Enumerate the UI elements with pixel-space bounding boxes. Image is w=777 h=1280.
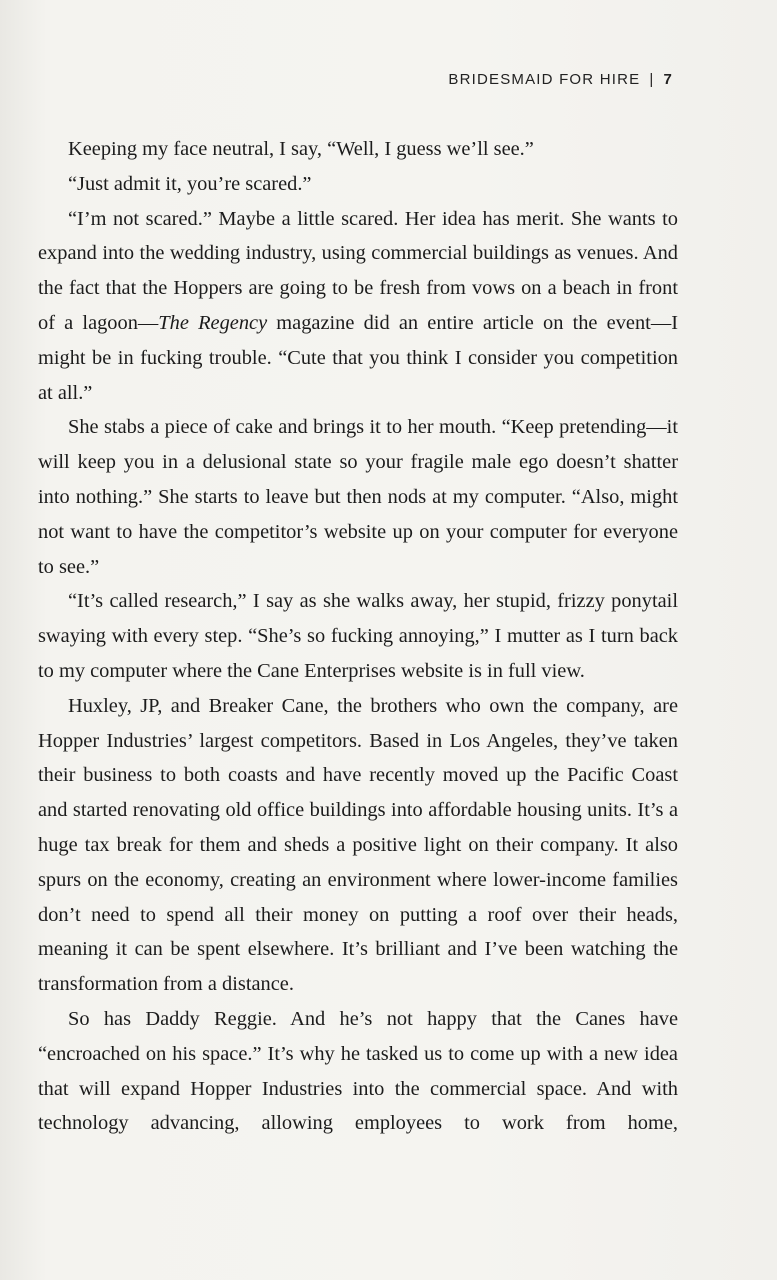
page-number: 7 xyxy=(663,71,673,88)
paragraph-5: “It’s called research,” I say as she walks away, her stupid, frizzy ponytail swaying with every step. “She’s so fucking annoying,” I mutter as I turn back to my computer where the Cane Enterprises website is in full view. xyxy=(38,590,678,682)
paragraph-6: Huxley, JP, and Breaker Cane, the brothers who own the company, are Hopper Industries’ largest competitors. Based in Los Angeles, they’ve taken their business to both coasts and have recently moved up the Pacific Coast and started renovating old office buildings into affordable housing units. It’s a huge tax break for them and sheds a positive light on their company. It also spurs on the economy, creating an environment where lower-income families don’t need to spend all their money on putting a roof over their heads, meaning it can be spent elsewhere. It’s brilliant and I’ve been watching the transformation from a distance. xyxy=(38,694,678,996)
body-text xyxy=(38,132,678,1141)
paragraph-3 xyxy=(38,202,678,411)
running-header xyxy=(448,71,673,88)
paragraph-2: “Just admit it, you’re scared.” xyxy=(68,172,312,195)
paragraph-3-part-a: “I’m not scared.” Maybe a little scared. Her idea has merit. She wants to expand into the wedding industry, using commercial buildings as venues. And the fact that the Hoppers are going to be fresh from vows on a beach in front of a lagoon— xyxy=(38,207,678,334)
header-separator: | xyxy=(649,71,655,88)
paragraph-3-part-b: magazine did an entire article on the event—I might be in fucking trouble. “Cute that you think I consider you competition at all.” xyxy=(38,311,678,404)
paragraph-4: She stabs a piece of cake and brings it to her mouth. “Keep pretending—it will keep you in a delusional state so your fragile male ego doesn’t shatter into nothing.” She starts to leave but then nods at my computer. “Also, might not want to have the competitor’s website up on your computer for everyone to see.” xyxy=(38,416,678,578)
paragraph-7: So has Daddy Reggie. And he’s not happy that the Canes have “encroached on his space.” It’s why he tasked us to come up with a new idea that will expand Hopper Industries into the commercial space. And with technology advancing, allowing employees to work from home, xyxy=(38,1007,678,1135)
book-title: BRIDESMAID FOR HIRE xyxy=(448,71,641,88)
magazine-title: The Regency xyxy=(158,311,268,334)
paragraph-1: Keeping my face neutral, I say, “Well, I guess we’ll see.” xyxy=(68,138,534,160)
